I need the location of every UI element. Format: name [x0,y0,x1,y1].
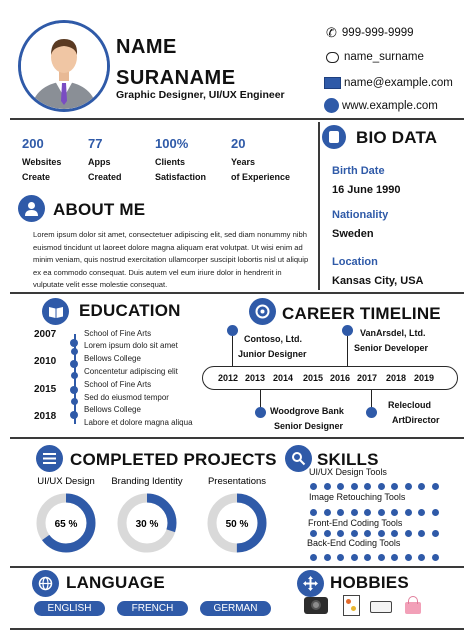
skill-dot [405,530,412,537]
education-dot [70,339,78,347]
career-dot [366,407,377,418]
hobbies-icon [297,570,324,597]
project-label: Presentations [207,476,267,487]
education-dot [71,372,78,379]
education-line: Bellows College [84,354,141,363]
career-company: Woodgrove Bank [270,406,344,416]
about-icon [18,195,45,222]
education-line: Concentetur adipiscing elit [84,367,178,376]
stat-line1: Clients [155,157,186,167]
education-year: 2018 [34,411,57,422]
skill-label: UI/UX Design Tools [309,467,387,477]
skill-label: Image Retouching Tools [309,492,406,502]
career-line [232,336,233,366]
skill-dot [378,483,385,490]
education-year: 2015 [34,384,57,395]
skill-dot [324,509,331,516]
painting-icon [343,595,360,616]
skill-dot [364,483,371,490]
email-text: name@example.com [344,77,453,89]
career-company: Contoso, Ltd. [244,334,302,344]
chat-bubble-icon [326,52,339,63]
career-dot [255,407,266,418]
career-year: 2014 [273,373,294,383]
language-tag: FRENCH [117,601,188,616]
bio-separator [318,122,320,290]
stat-value: 100% [155,136,189,151]
education-line: School of Fine Arts [84,380,152,389]
contact-skype [326,51,424,63]
career-year: 2012 [218,373,239,383]
stat-value: 200 [22,136,44,151]
divider-projects [10,566,464,568]
skill-dot [324,554,331,561]
skill-dot [418,509,425,516]
education-year: 2007 [34,329,57,340]
education-line: Labore et dolore magna aliqua [84,418,193,427]
skill-label: Front-End Coding Tools [308,518,403,528]
career-year: 2017 [357,373,378,383]
stat-value: 77 [88,136,103,151]
projects-heading: COMPLETED PROJECTS [70,450,277,469]
skill-dot [432,483,439,490]
career-role: Senior Developer [354,343,429,353]
education-line: Sed do eiusmod tempor [84,393,169,402]
skill-dot [324,483,331,490]
skills-icon [285,445,312,472]
person-surname: SURANAME [116,67,236,89]
about-heading: ABOUT ME [53,200,146,219]
skill-dot [310,509,317,516]
skill-dot [351,483,358,490]
skill-dot [310,554,317,561]
stat-line2: of Experience [231,172,291,182]
skill-dot [364,554,371,561]
handbag-icon [405,602,421,614]
divider-education [10,437,464,439]
skill-dot [364,530,371,537]
career-dot [227,325,238,336]
education-year: 2010 [34,356,57,367]
skill-dot [418,483,425,490]
contact-phone [326,25,414,41]
projects-icon [36,445,63,472]
skill-dot [310,483,317,490]
skill-dot [378,530,385,537]
skill-dot [337,530,344,537]
skill-dot [337,483,344,490]
career-role: Junior Designer [238,349,307,359]
skill-dot [405,509,412,516]
skype-text: name_surname [344,51,424,63]
birth-label: Birth Date [332,165,385,177]
career-company: Relecloud [388,400,432,410]
language-icon [32,570,59,597]
person-title: Graphic Designer, UI/UX Engineer [116,89,285,101]
language-heading: LANGUAGE [66,573,165,592]
location-label: Location [332,256,378,268]
hobbies-heading: HOBBIES [330,573,409,592]
skill-dot [391,509,398,516]
career-year: 2013 [245,373,266,383]
career-role: Senior Designer [274,421,344,431]
education-icon [42,298,69,325]
stat-value: 20 [231,136,246,151]
education-line: Lorem ipsum dolo sit amet [84,341,178,350]
nationality-label: Nationality [332,209,389,221]
skill-dot [432,509,439,516]
career-role: ArtDirector [392,415,440,425]
skill-dot [364,509,371,516]
divider-header [10,118,464,120]
career-heading: CAREER TIMELINE [282,304,441,323]
contact-web[interactable] [324,98,438,113]
profile-photo [18,20,110,112]
person-name: NAME [116,36,177,58]
stat-line2: Create [22,172,51,182]
skill-dot [432,530,439,537]
project-label: UI/UX Design [37,476,95,487]
project-label: Branding Identity [111,476,183,487]
skill-dot [391,554,398,561]
books-icon [370,601,392,613]
education-line: Bellows College [84,405,141,414]
globe-icon [324,98,339,113]
skill-dot [337,509,344,516]
skill-label: Back-End Coding Tools [307,538,401,548]
stat-line2: Satisfaction [155,172,207,182]
nationality-value: Sweden [332,228,374,240]
education-dot [71,398,78,405]
bio-icon [322,125,346,149]
career-year: 2016 [330,373,351,383]
education-dot [71,348,78,355]
stat-line1: Websites [22,157,62,167]
camera-icon [304,597,328,614]
skill-dot [432,554,439,561]
phone-icon: ✆ [326,25,337,40]
skill-dot [324,530,331,537]
bio-heading: BIO DATA [356,128,438,147]
career-year: 2018 [386,373,407,383]
career-company: VanArsdel, Ltd. [360,328,426,338]
project-percent: 50 % [225,519,249,530]
phone-text: 999-999-9999 [341,27,414,39]
career-year: 2015 [303,373,324,383]
skill-dot [418,530,425,537]
projects-donuts [0,470,290,565]
skill-dot [378,509,385,516]
education-dot [70,411,78,419]
web-text: www.example.com [342,99,438,112]
stat-line2: Created [88,172,122,182]
skill-dot [351,554,358,561]
birth-value: 16 June 1990 [332,184,401,196]
career-year: 2019 [414,373,435,383]
skill-dot [351,530,358,537]
location-value: Kansas City, USA [332,275,424,287]
skill-dot [405,554,412,561]
contact-email[interactable] [324,77,453,89]
skill-dot [310,530,317,537]
education-heading: EDUCATION [79,301,181,320]
language-tag: ENGLISH [34,601,105,616]
divider-about [10,292,464,294]
career-icon [249,298,276,325]
career-line [347,336,348,366]
skill-dot [337,554,344,561]
language-tag: GERMAN [200,601,271,616]
project-percent: 65 % [54,519,78,530]
mail-icon [324,77,341,89]
skill-dot [418,554,425,561]
skill-dot [405,483,412,490]
skill-dot [391,530,398,537]
skill-dot [351,509,358,516]
skill-dot [391,483,398,490]
education-dot [70,386,78,394]
project-percent: 30 % [135,519,159,530]
education-line: School of Fine Arts [84,329,152,338]
stat-line1: Years [231,157,256,167]
skill-dot [378,554,385,561]
skills-heading: SKILLS [317,450,379,469]
about-text: Lorem ipsum dolor sit amet, consectetuer adipiscing elit, sed diam nonummy nibh euismod tincidunt ut laoreet dolore magna aliquam erat volutpat. Ut wisi enim ad minim veniam, quis nostrud exercitation ullamcorper suscipit lobortis nisl ut aliquip ex ea commodo consequat. Duis autem vel eum iriure dolor in hendrerit in vulputate velit esse molestie consequat. [33,230,309,290]
career-dot [342,325,353,336]
education-dot [70,360,78,368]
divider-bottom [10,628,464,630]
stat-line1: Apps [88,157,111,167]
